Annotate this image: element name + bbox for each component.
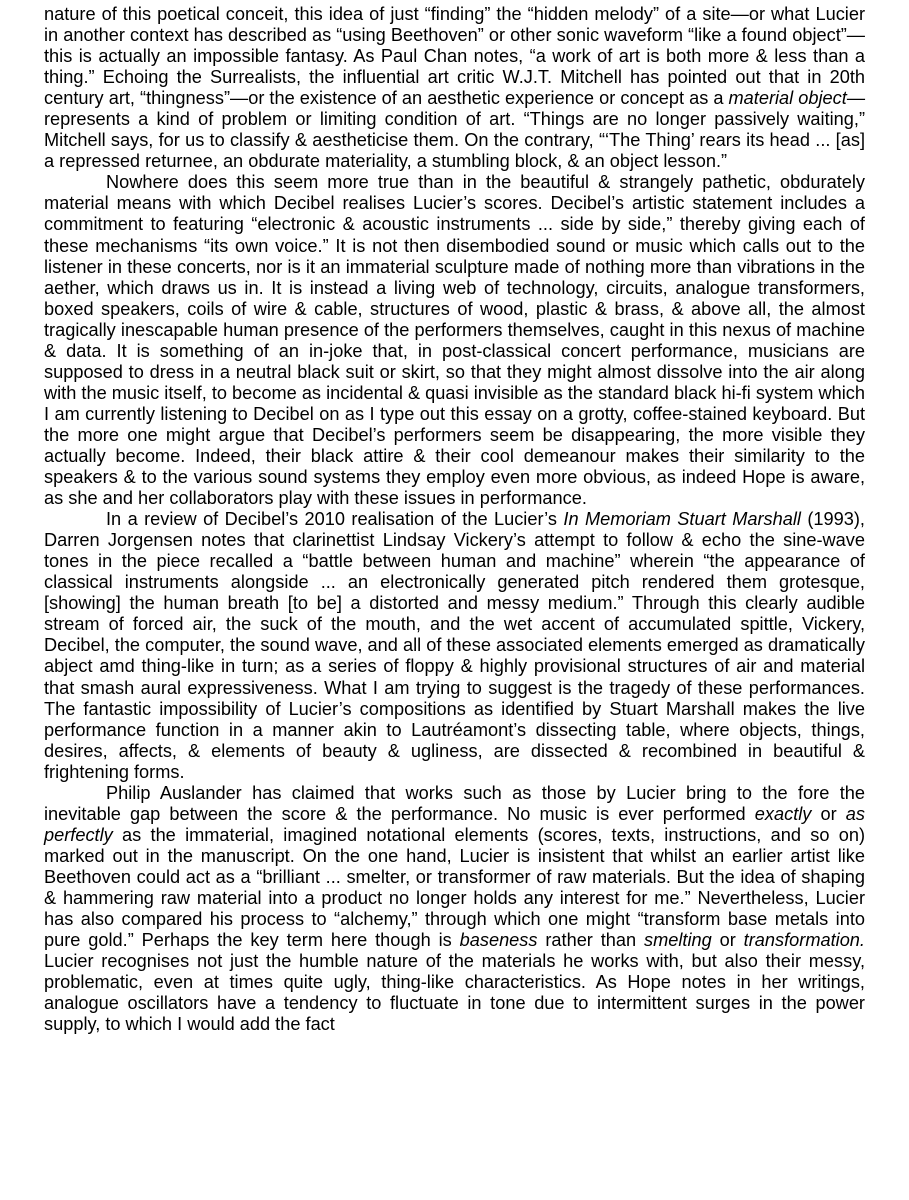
text-run: or	[711, 930, 744, 951]
italic-text: smelting	[644, 930, 712, 951]
text-run: Nowhere does this seem more true than in the beautiful & strangely pathetic, obdurately material means with which Decibel realises Lucier’s scores. Decibel’s artistic statement includes a commitment to featuring “electronic & acoustic instruments ... side by side,” thereby giving each of these mechanisms “its own voice.” It is not then disembodied sound or music which calls out to the listener in these concerts, nor is it an immaterial sculpture made of nothing more than vibrations in the aether, which draws us in. It is instead a living web of technology, circuits, analogue transformers, boxed speakers, coils of wire & cable, structures of wood, plastic & brass, & above all, the almost tragically inescapable human presence of the performers themselves, caught in this nexus of machine & data. It is something of an in-joke that, in post-classical concert performance, musicians are supposed to dress in a neutral black suit or skirt, so that they might almost dissolve into the air along with the music itself, to become as incidental & quasi invisible as the standard black hi-fi system which I am currently listening to Decibel on as I type out this essay on a grotty, coffee-stained keyboard. But the more one might argue that Decibel’s performers seem be disappearing, the more visible they actually become. Indeed, their black attire & their cool demeanour makes their similarity to the speakers & to the various sound systems they employ even more obvious, as indeed Hope is aware, as she and her collaborators play with these issues in performance.	[44, 172, 865, 509]
italic-text: transformation.	[743, 930, 865, 951]
text-run: or	[811, 803, 846, 824]
text-run: Philip Auslander has claimed that works such as those by Lucier bring to the fore the inevitable gap between the score & the performance. No music is ever performed	[44, 782, 865, 824]
body-paragraph	[44, 172, 865, 509]
body-paragraph	[44, 4, 865, 172]
body-paragraph	[44, 509, 865, 783]
italic-text: In Memoriam Stuart Marshall	[563, 509, 801, 530]
text-run: as the immaterial, imagined notational elements (scores, texts, instructions, and so on) marked out in the manuscript. On the one hand, Lucier is insistent that whilst an earlier artist like Beethoven could act as a “brilliant ... smelter, or transformer of raw materials. But the idea of shaping & hammering raw material into a product no longer holds any interest for me.” Nevertheless, Lucier has also compared his process to “alchemy,” through which one might “transform base metals into pure gold.” Perhaps the key term here though is	[44, 824, 865, 951]
italic-text: material object	[728, 88, 847, 109]
text-run: —represents a kind of problem or limiting condition of art. “Things are no longer passively waiting,” Mitchell says, for us to classify & aestheticise them. On the contrary, “‘The Thing’ rears its head ... [as] a repressed returnee, an obdurate materiality, a stumbling block, & an object lesson.”	[44, 88, 865, 172]
text-run: (1993), Darren Jorgensen notes that clarinettist Lindsay Vickery’s attempt to follow & echo the sine-wave tones in the piece recalled a “battle between human and machine” wherein “the appearance of classical instruments alongside ... an electronically generated pitch rendered them grotesque, [showing] the human breath [to be] a distorted and messy medium.” Through this clearly audible stream of forced air, the suck of the mouth, and the wet accent of accumulated spittle, Vickery, Decibel, the computer, the sound wave, and all of these associated elements emerged as dramatically abject amd thing-like in turn; as a series of floppy & highly provisional structures of air and material that smash aural expressiveness. What I am trying to suggest is the tragedy of these performances. The fantastic impossibility of Lucier’s compositions as identified by Stuart Marshall makes the live performance function in a manner akin to Lautréamont’s dissecting table, where objects, things, desires, affects, & elements of beauty & ugliness, are dissected & recombined in beautiful & frightening forms.	[44, 509, 865, 782]
italic-text: baseness	[459, 930, 538, 951]
text-run: nature of this poetical conceit, this idea of just “finding” the “hidden melody” of a site—or what Lucier in another context has described as “using Beethoven” or other sonic waveform “like a found object”—this is actually an impossible fantasy. As Paul Chan notes, “a work of art is both more & less than a thing.” Echoing the Surrealists, the influential art critic W.J.T. Mitchell has pointed out that in 20th century art, “thingness”—or the existence of an aesthetic experience or concept as a	[44, 4, 865, 109]
text-run: Lucier recognises not just the humble nature of the materials he works with, but also their messy, problematic, even at times quite ugly, thing-like characteristics. As Hope notes in her writings, analogue oscillators have a tendency to fluctuate in tone due to intermittent surges in the power supply, to which I would add the fact	[44, 951, 865, 1035]
text-run: rather than	[537, 930, 645, 951]
italic-text: as perfectly	[44, 803, 865, 845]
body-paragraph	[44, 783, 865, 1036]
essay-body	[44, 4, 865, 1035]
text-run: In a review of Decibel’s 2010 realisation of the Lucier’s	[106, 509, 564, 530]
italic-text: exactly	[754, 803, 812, 824]
